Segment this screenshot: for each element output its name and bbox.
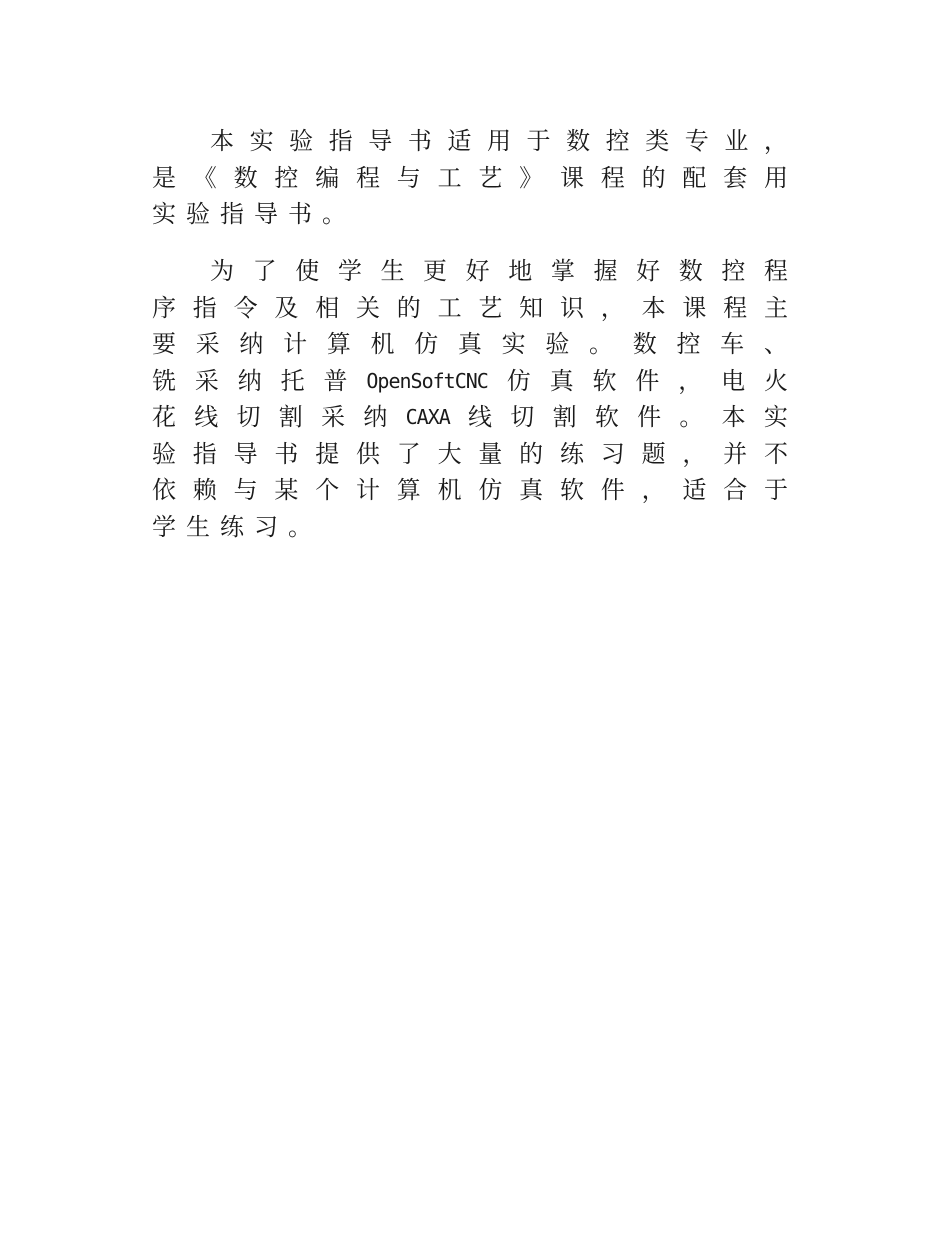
glyph: 于 [526,127,551,155]
glyph: 《 [192,163,217,192]
glyph: 供 [355,439,380,468]
glyph: 个 [315,476,340,504]
latin-term: OpenSoftCNC [366,368,488,393]
glyph: 仿 [478,476,503,504]
text-line [152,509,788,546]
glyph: 控 [605,127,630,155]
glyph: 数 [566,127,591,155]
text-line [152,326,788,363]
glyph: 电 [721,366,746,395]
glyph: 课 [682,293,707,322]
glyph: 工 [437,293,462,322]
glyph: 。 [589,330,614,358]
glyph: 工 [437,163,462,192]
glyph: ， [641,476,666,504]
glyph: 仿 [414,330,439,358]
glyph: 切 [236,403,261,431]
glyph: 指 [220,200,254,228]
glyph: 令 [233,293,258,322]
glyph: 件 [600,476,625,504]
text-line [152,253,788,290]
latin-term: CAXA [405,405,450,429]
glyph: 指 [192,293,217,322]
glyph: 习 [254,512,288,541]
glyph: 于 [763,476,788,504]
glyph: 练 [220,512,254,541]
glyph: 数 [632,330,657,358]
text-line [152,290,788,327]
glyph: 了 [396,439,421,468]
glyph: 好 [465,257,490,285]
glyph: 学 [152,512,186,541]
glyph: 书 [288,200,322,228]
glyph: 采 [194,366,219,395]
glyph: 的 [396,293,421,322]
glyph: 真 [549,366,574,395]
glyph: 指 [192,439,217,468]
glyph: 类 [645,127,670,155]
glyph: 并 [723,439,748,468]
glyph: 验 [186,200,220,228]
glyph: 握 [593,257,618,285]
glyph: 本 [721,403,746,431]
glyph: 纳 [237,366,262,395]
glyph: 好 [636,257,661,285]
glyph: 火 [763,366,788,395]
glyph: 数 [233,163,258,192]
glyph: 及 [274,293,299,322]
glyph: 采 [321,403,346,431]
glyph: 仿 [506,366,531,395]
glyph: 。 [322,200,356,228]
glyph: 艺 [478,293,503,322]
glyph: 地 [508,257,533,285]
glyph: 纳 [363,403,388,431]
glyph: 套 [723,163,748,192]
glyph: 与 [233,476,258,504]
glyph: 机 [370,330,395,358]
glyph: 机 [437,476,462,504]
glyph: 的 [641,163,666,192]
glyph: 。 [679,403,704,431]
glyph: 的 [519,439,544,468]
glyph: 生 [186,512,220,541]
glyph: 是 [152,163,176,192]
glyph: 真 [457,330,482,358]
glyph: 为 [210,257,234,285]
glyph: 指 [328,127,353,155]
glyph: ， [678,366,703,395]
glyph: 课 [559,163,584,192]
glyph: 习 [600,439,625,468]
glyph: 合 [723,476,748,504]
glyph: 程 [355,163,380,192]
glyph: ， [682,439,707,468]
paragraph-intro [152,123,788,233]
glyph: 》 [519,163,544,192]
glyph: 实 [249,127,274,155]
glyph: 割 [278,403,303,431]
glyph: 实 [763,403,788,431]
glyph: 识 [559,293,584,322]
glyph: 控 [721,257,746,285]
text-line [152,363,788,400]
glyph: 依 [152,476,176,504]
glyph: 配 [682,163,707,192]
glyph: 实 [501,330,526,358]
glyph: 纳 [239,330,264,358]
glyph: ， [600,293,625,322]
glyph: 练 [559,439,584,468]
glyph: 更 [423,257,448,285]
glyph: 程 [763,257,788,285]
glyph: 适 [682,476,707,504]
glyph: 不 [763,439,788,468]
glyph: 适 [447,127,472,155]
glyph: 车 [720,330,745,358]
glyph: 软 [594,403,619,431]
glyph: 要 [152,330,176,358]
glyph: 线 [194,403,219,431]
glyph: 用 [763,163,788,192]
glyph: 花 [152,403,176,431]
glyph: 关 [355,293,380,322]
glyph: 算 [326,330,351,358]
glyph: 相 [315,293,340,322]
glyph: 割 [552,403,577,431]
glyph: 控 [676,330,701,358]
glyph: 计 [283,330,308,358]
glyph: 业 [724,127,749,155]
glyph: 验 [289,127,314,155]
text-line [152,160,788,197]
glyph: 使 [295,257,320,285]
glyph: 铣 [152,366,176,395]
glyph: 艺 [478,163,503,192]
glyph: 导 [233,439,258,468]
glyph: 数 [678,257,703,285]
glyph: 主 [763,293,788,322]
glyph: 学 [337,257,362,285]
glyph: 托 [280,366,305,395]
glyph: 本 [210,127,234,155]
glyph: 掌 [550,257,575,285]
glyph: 算 [396,476,421,504]
paragraph-method [152,253,788,545]
glyph: 实 [152,200,186,228]
glyph: 线 [468,403,493,431]
glyph: 验 [545,330,570,358]
glyph: 量 [478,439,503,468]
glyph: 控 [274,163,299,192]
glyph: 生 [380,257,405,285]
glyph: 大 [437,439,462,468]
glyph: 程 [600,163,625,192]
glyph: 。 [288,512,322,541]
glyph: 件 [637,403,662,431]
glyph: 用 [486,127,511,155]
glyph: 序 [152,293,176,322]
glyph: 导 [368,127,393,155]
glyph: 本 [641,293,666,322]
glyph: 书 [274,439,299,468]
text-line [152,436,788,473]
glyph: 编 [315,163,340,192]
glyph: 验 [152,439,176,468]
glyph: 与 [396,163,421,192]
glyph: 知 [519,293,544,322]
glyph: 专 [684,127,709,155]
glyph: 了 [252,257,277,285]
glyph: 程 [723,293,748,322]
glyph: ， [763,127,788,155]
glyph: 书 [407,127,432,155]
glyph: 计 [355,476,380,504]
text-line [152,399,788,436]
glyph: 、 [763,330,788,358]
glyph: 件 [635,366,660,395]
glyph: 切 [510,403,535,431]
text-line [152,472,788,509]
text-line [152,123,788,160]
glyph: 赖 [192,476,217,504]
glyph: 某 [274,476,299,504]
glyph: 采 [195,330,220,358]
glyph: 题 [641,439,666,468]
text-line [152,196,788,233]
glyph: 普 [323,366,348,395]
glyph: 真 [519,476,544,504]
glyph: 软 [559,476,584,504]
glyph: 提 [315,439,340,468]
glyph: 导 [254,200,288,228]
glyph: 软 [592,366,617,395]
